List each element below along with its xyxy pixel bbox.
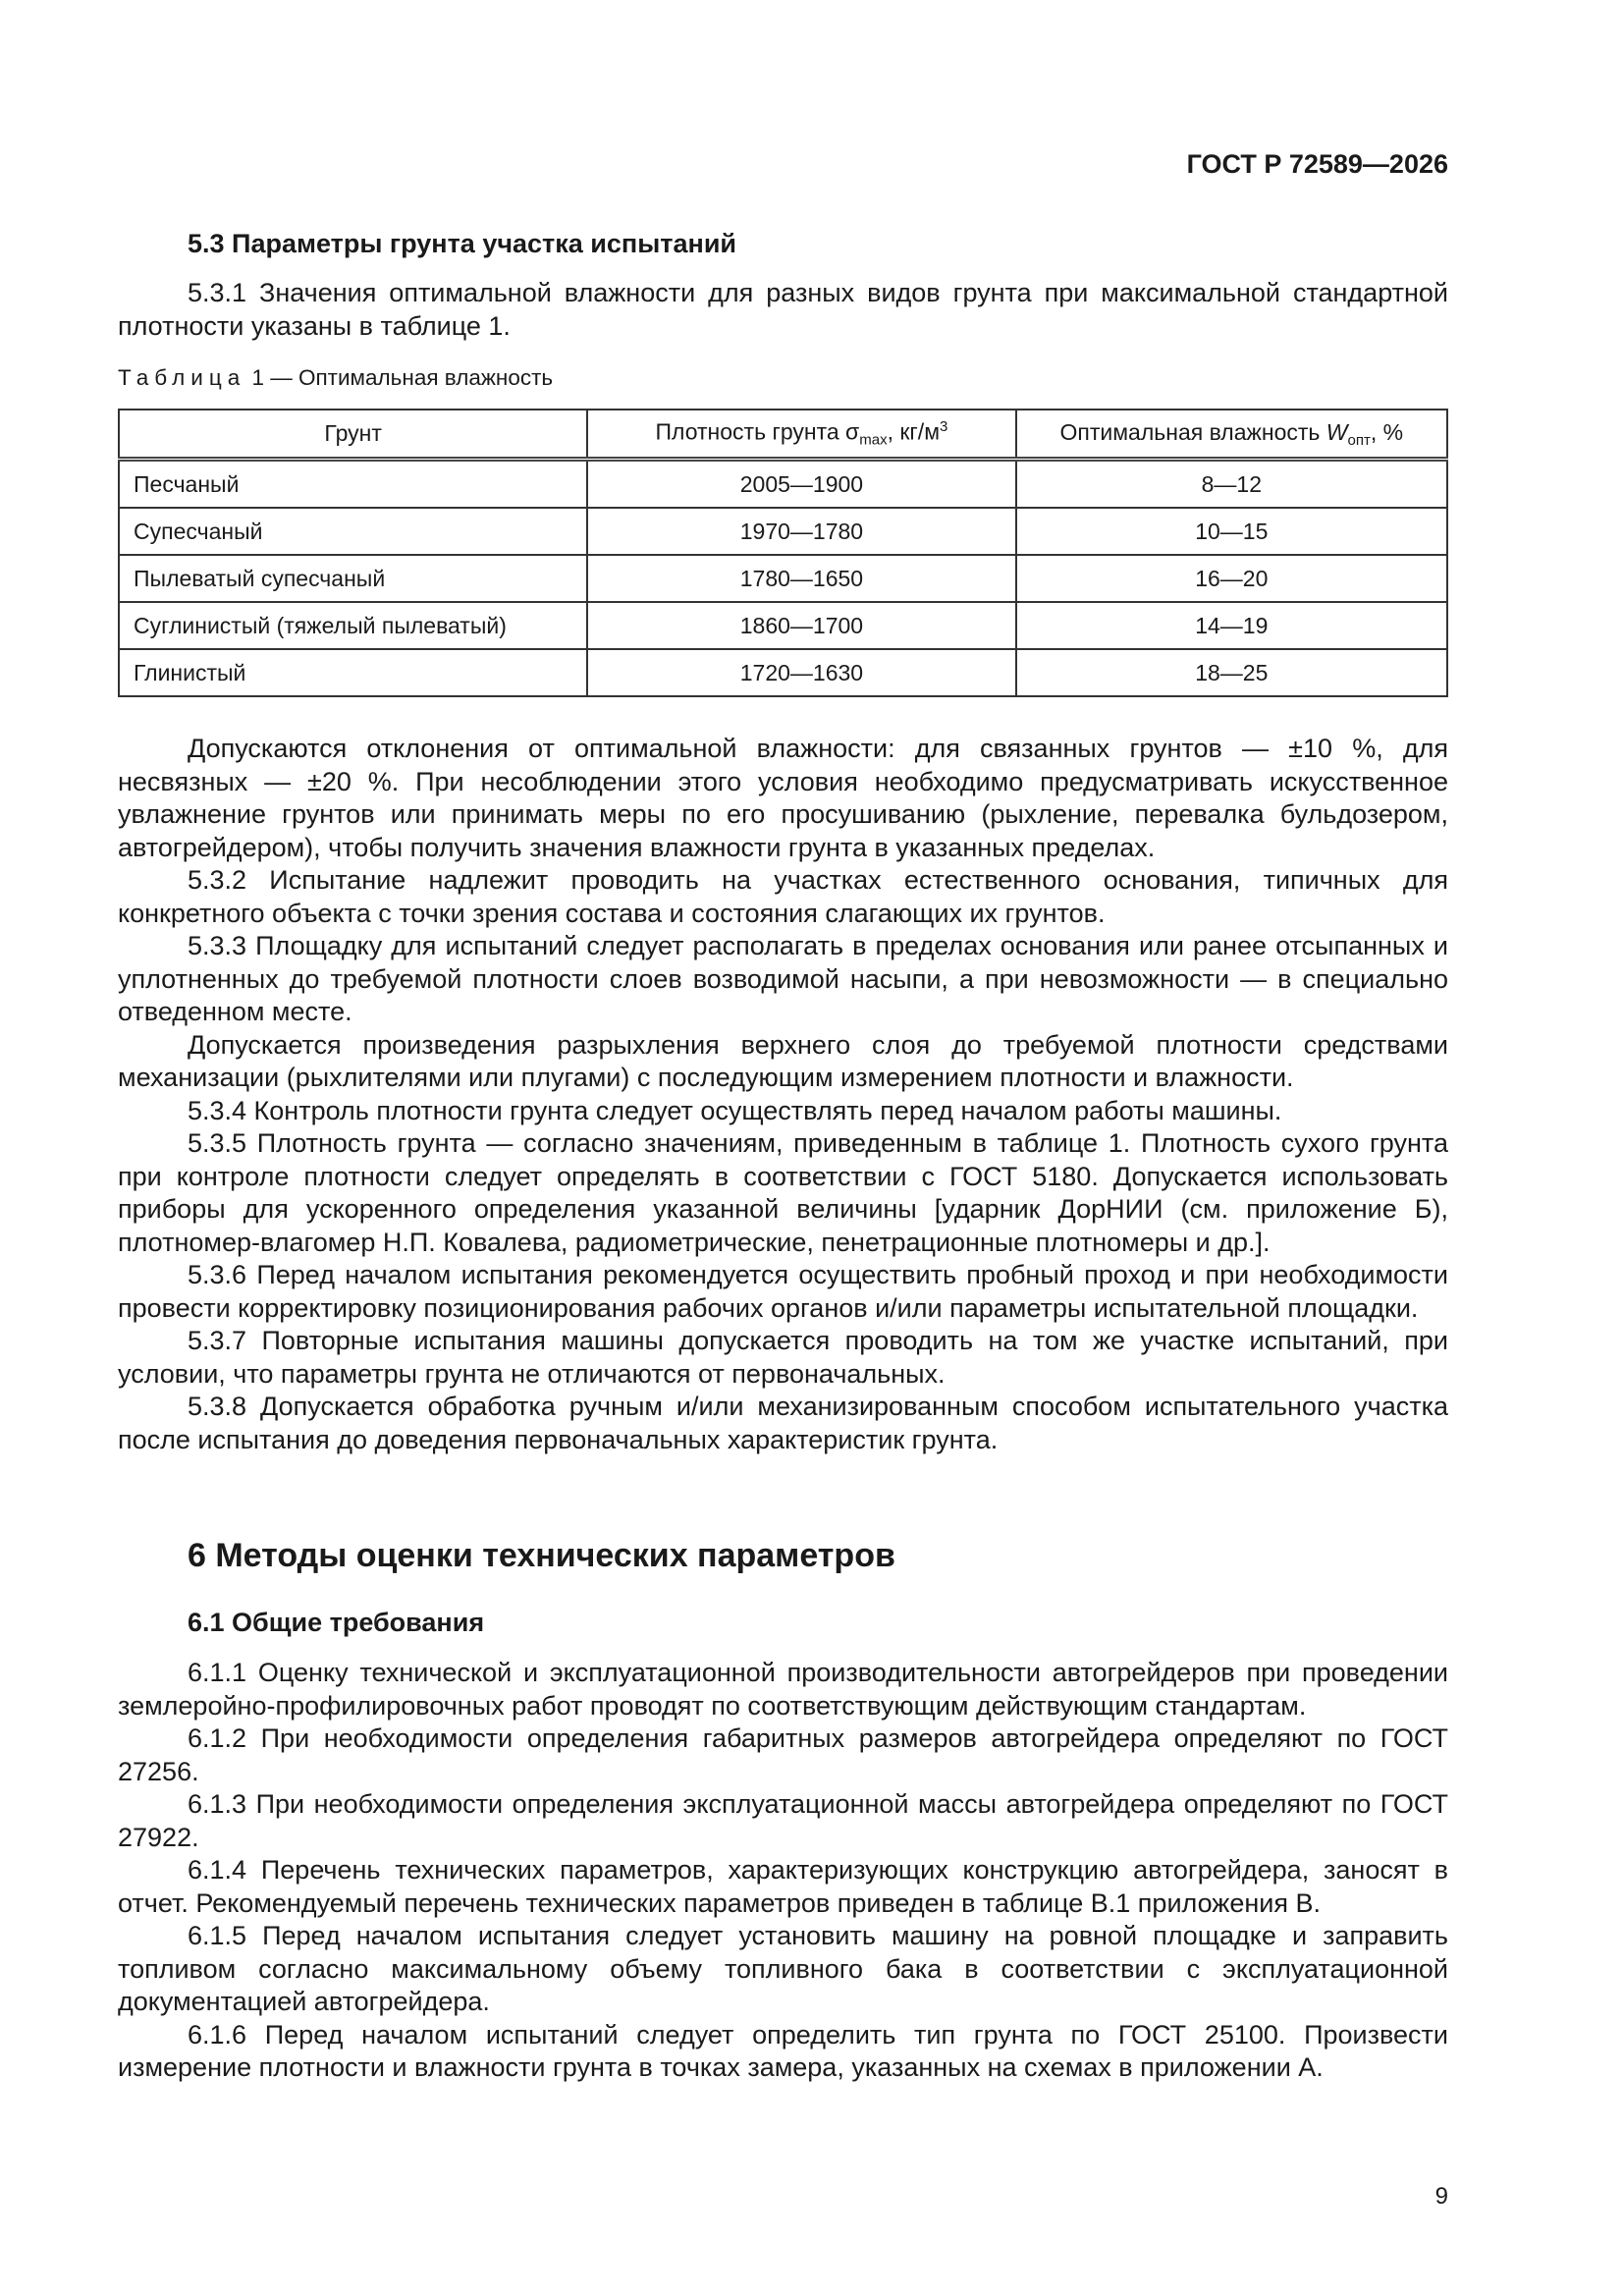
section-5-3-body [118,733,1448,1456]
column-header-soil: Грунт [119,410,587,460]
section-heading-5-3: 5.3 Параметры грунта участка испытаний [188,229,737,258]
optimal-moisture-table [118,409,1448,697]
cell-soil: Суглинистый (тяжелый пылеватый) [119,602,587,649]
table-row [119,649,1447,696]
table-caption [118,365,1448,391]
paragraph-5-3-1: 5.3.1 Значения оптимальной влажности для разных видов грунта при максимальной стандартной плотности указаны в таблице 1. [118,278,1448,341]
cell-soil: Пылеватый супесчаный [119,555,587,602]
cell-moisture: 10—15 [1016,508,1447,555]
paragraph-5-3-2: 5.3.2 Испытание надлежит проводить на участках естественного основания, типичных для конкретного объекта с точки зрения состава и состояния слагающих их грунтов. [118,865,1448,928]
section-heading-6: 6 Методы оценки технических параметров [188,1537,895,1574]
paragraph-loosening: Допускается произведения разрыхления верхнего слоя до требуемой плотности средствами механизации (рыхлителями или плугами) с последующим измерением плотности и влажности. [118,1029,1448,1092]
paragraph-5-3-3: 5.3.3 Площадку для испытаний следует располагать в пределах основания или ранее отсыпанных и уплотненных до требуемой плотности слоев возводимой насыпи, а при невозможности — в специально отведенном месте. [118,931,1448,1026]
paragraph-6-1-1: 6.1.1 Оценку технической и эксплуатационной производительности автогрейдеров при проведении землеройно-профилировочных работ проводят по соответствующим действующим стандартам. [118,1658,1448,1721]
section-6 [118,1537,1448,1575]
section-5-3 [118,229,1448,259]
paragraph-6-1-6: 6.1.6 Перед началом испытаний следует определить тип грунта по ГОСТ 25100. Произвести измерение плотности и влажности грунта в точках замера, указанных на схемах в приложении А. [118,2019,1448,2082]
section-6-1-body [118,1657,1448,2085]
document-code: ГОСТ Р 72589—2026 [1186,149,1448,179]
table-row [119,508,1447,555]
paragraph-6-1-3: 6.1.3 При необходимости определения эксплуатационной массы автогрейдера определяют по ГОСТ 27922. [118,1789,1448,1852]
cell-density: 1860—1700 [587,602,1015,649]
cell-density: 1720—1630 [587,649,1015,696]
cell-moisture: 14—19 [1016,602,1447,649]
table-row [119,602,1447,649]
paragraph-5-3-1-block [118,277,1448,343]
paragraph-6-1-2: 6.1.2 При необходимости определения габаритных размеров автогрейдера определяют по ГОСТ 27256. [118,1723,1448,1786]
paragraph-6-1-5: 6.1.5 Перед началом испытания следует установить машину на ровной площадке и заправить топливом согласно максимальному объему топливного бака в соответствии с эксплуатационной документацией автогрейдера. [118,1921,1448,2016]
table-caption-title: 1 — Оптимальная влажность [245,365,554,390]
table-row [119,555,1447,602]
cell-moisture: 16—20 [1016,555,1447,602]
paragraph-5-3-8: 5.3.8 Допускается обработка ручным и/или механизированным способом испытательного участка после испытания до доведения первоначальных характеристик грунта. [118,1392,1448,1454]
paragraph-5-3-4: 5.3.4 Контроль плотности грунта следует осуществлять перед началом работы машины. [188,1095,1282,1125]
cell-moisture: 18—25 [1016,649,1447,696]
page-number: 9 [1434,2183,1448,2210]
table-header-row [119,410,1447,460]
table-1-wrapper [118,409,1448,697]
section-6-1 [118,1608,1448,1638]
section-heading-6-1: 6.1 Общие требования [188,1608,485,1637]
cell-soil: Песчаный [119,460,587,509]
column-header-moisture: Оптимальная влажность $W_{опт}$, % [1016,410,1447,460]
paragraph-5-3-7: 5.3.7 Повторные испытания машины допускается проводить на том же участке испытаний, при условии, что параметры грунта не отличаются от первоначальных. [118,1326,1448,1389]
cell-density: 1970—1780 [587,508,1015,555]
cell-moisture: 8—12 [1016,460,1447,509]
paragraph-6-1-4: 6.1.4 Перечень технических параметров, характеризующих конструкцию автогрейдера, заносят в отчет. Рекомендуемый перечень технических параметров приведен в таблице В.1 приложения В. [118,1855,1448,1918]
paragraph-5-3-5: 5.3.5 Плотность грунта — согласно значениям, приведенным в таблице 1. Плотность сухого грунта при контроле плотности следует определять в соответствии с ГОСТ 5180. Допускается использовать приборы для ускоренного определения указанной величины [ударник ДорНИИ (см. приложение Б), плотномер-влагомер Н.П. Ковалева, радиометрические, пенетрационные плотномеры и др.]. [118,1128,1448,1257]
cell-density: 2005—1900 [587,460,1015,509]
cell-soil: Глинистый [119,649,587,696]
table-caption-prefix: Таблица [118,365,246,390]
cell-soil: Супесчаный [119,508,587,555]
paragraph-5-3-6: 5.3.6 Перед началом испытания рекомендуется осуществить пробный проход и при необходимости провести корректировку позиционирования рабочих органов и/или параметры испытательной площадки. [118,1260,1448,1323]
column-header-density: Плотность грунта $\sigma_{max}$, $кг/м^3$ [587,410,1015,460]
cell-density: 1780—1650 [587,555,1015,602]
table-row [119,460,1447,509]
paragraph-deviation: Допускаются отклонения от оптимальной влажности: для связанных грунтов — ±10 %, для несвязных — ±20 %. При несоблюдении этого условия необходимо предусматривать искусственное увлажнение грунтов или принимать меры по его просушиванию (рыхление, перевалка бульдозером, автогрейдером), чтобы получить значения влажности грунта в указанных пределах. [118,734,1448,862]
